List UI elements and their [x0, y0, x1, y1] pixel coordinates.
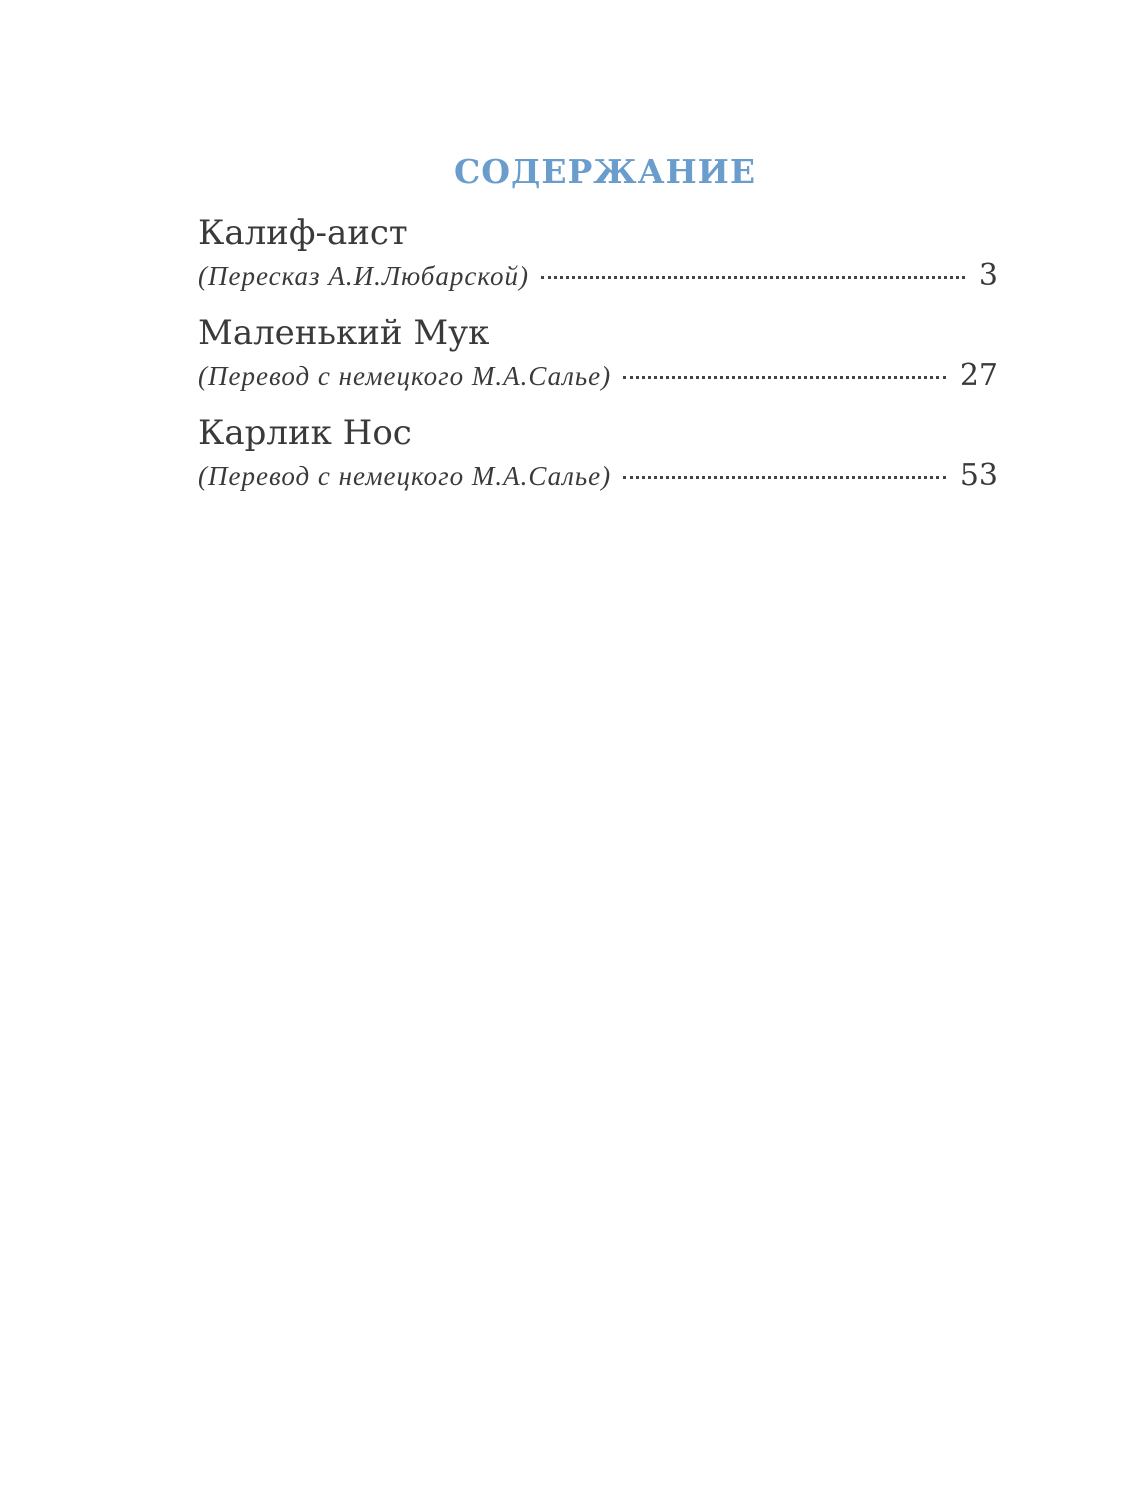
- entry-subtitle: (Перевод с немецкого М.А.Салье): [198, 461, 612, 491]
- entry-page-number: 3: [978, 258, 998, 293]
- entry-title: Маленький Мук: [198, 313, 490, 353]
- entry-subtitle: (Перевод с немецкого М.А.Салье): [198, 361, 612, 391]
- entry-detail-row: [198, 458, 998, 508]
- toc-entry[interactable]: [198, 408, 998, 508]
- toc-list: [198, 208, 998, 508]
- entry-page-number: 27: [959, 358, 998, 393]
- toc-entry[interactable]: [198, 308, 998, 408]
- dot-leader: [623, 376, 946, 379]
- toc-entry[interactable]: [198, 208, 998, 308]
- entry-subtitle: (Пересказ А.И.Любарской): [198, 261, 529, 291]
- entry-detail-row: [198, 258, 998, 308]
- entry-title: Калиф-аист: [198, 213, 408, 253]
- entry-detail-row: [198, 358, 998, 408]
- dot-leader: [623, 476, 946, 479]
- toc-heading: СОДЕРЖАНИЕ: [453, 152, 756, 191]
- dot-leader: [541, 276, 965, 279]
- entry-page-number: 53: [959, 458, 998, 493]
- entry-title: Карлик Нос: [198, 413, 412, 453]
